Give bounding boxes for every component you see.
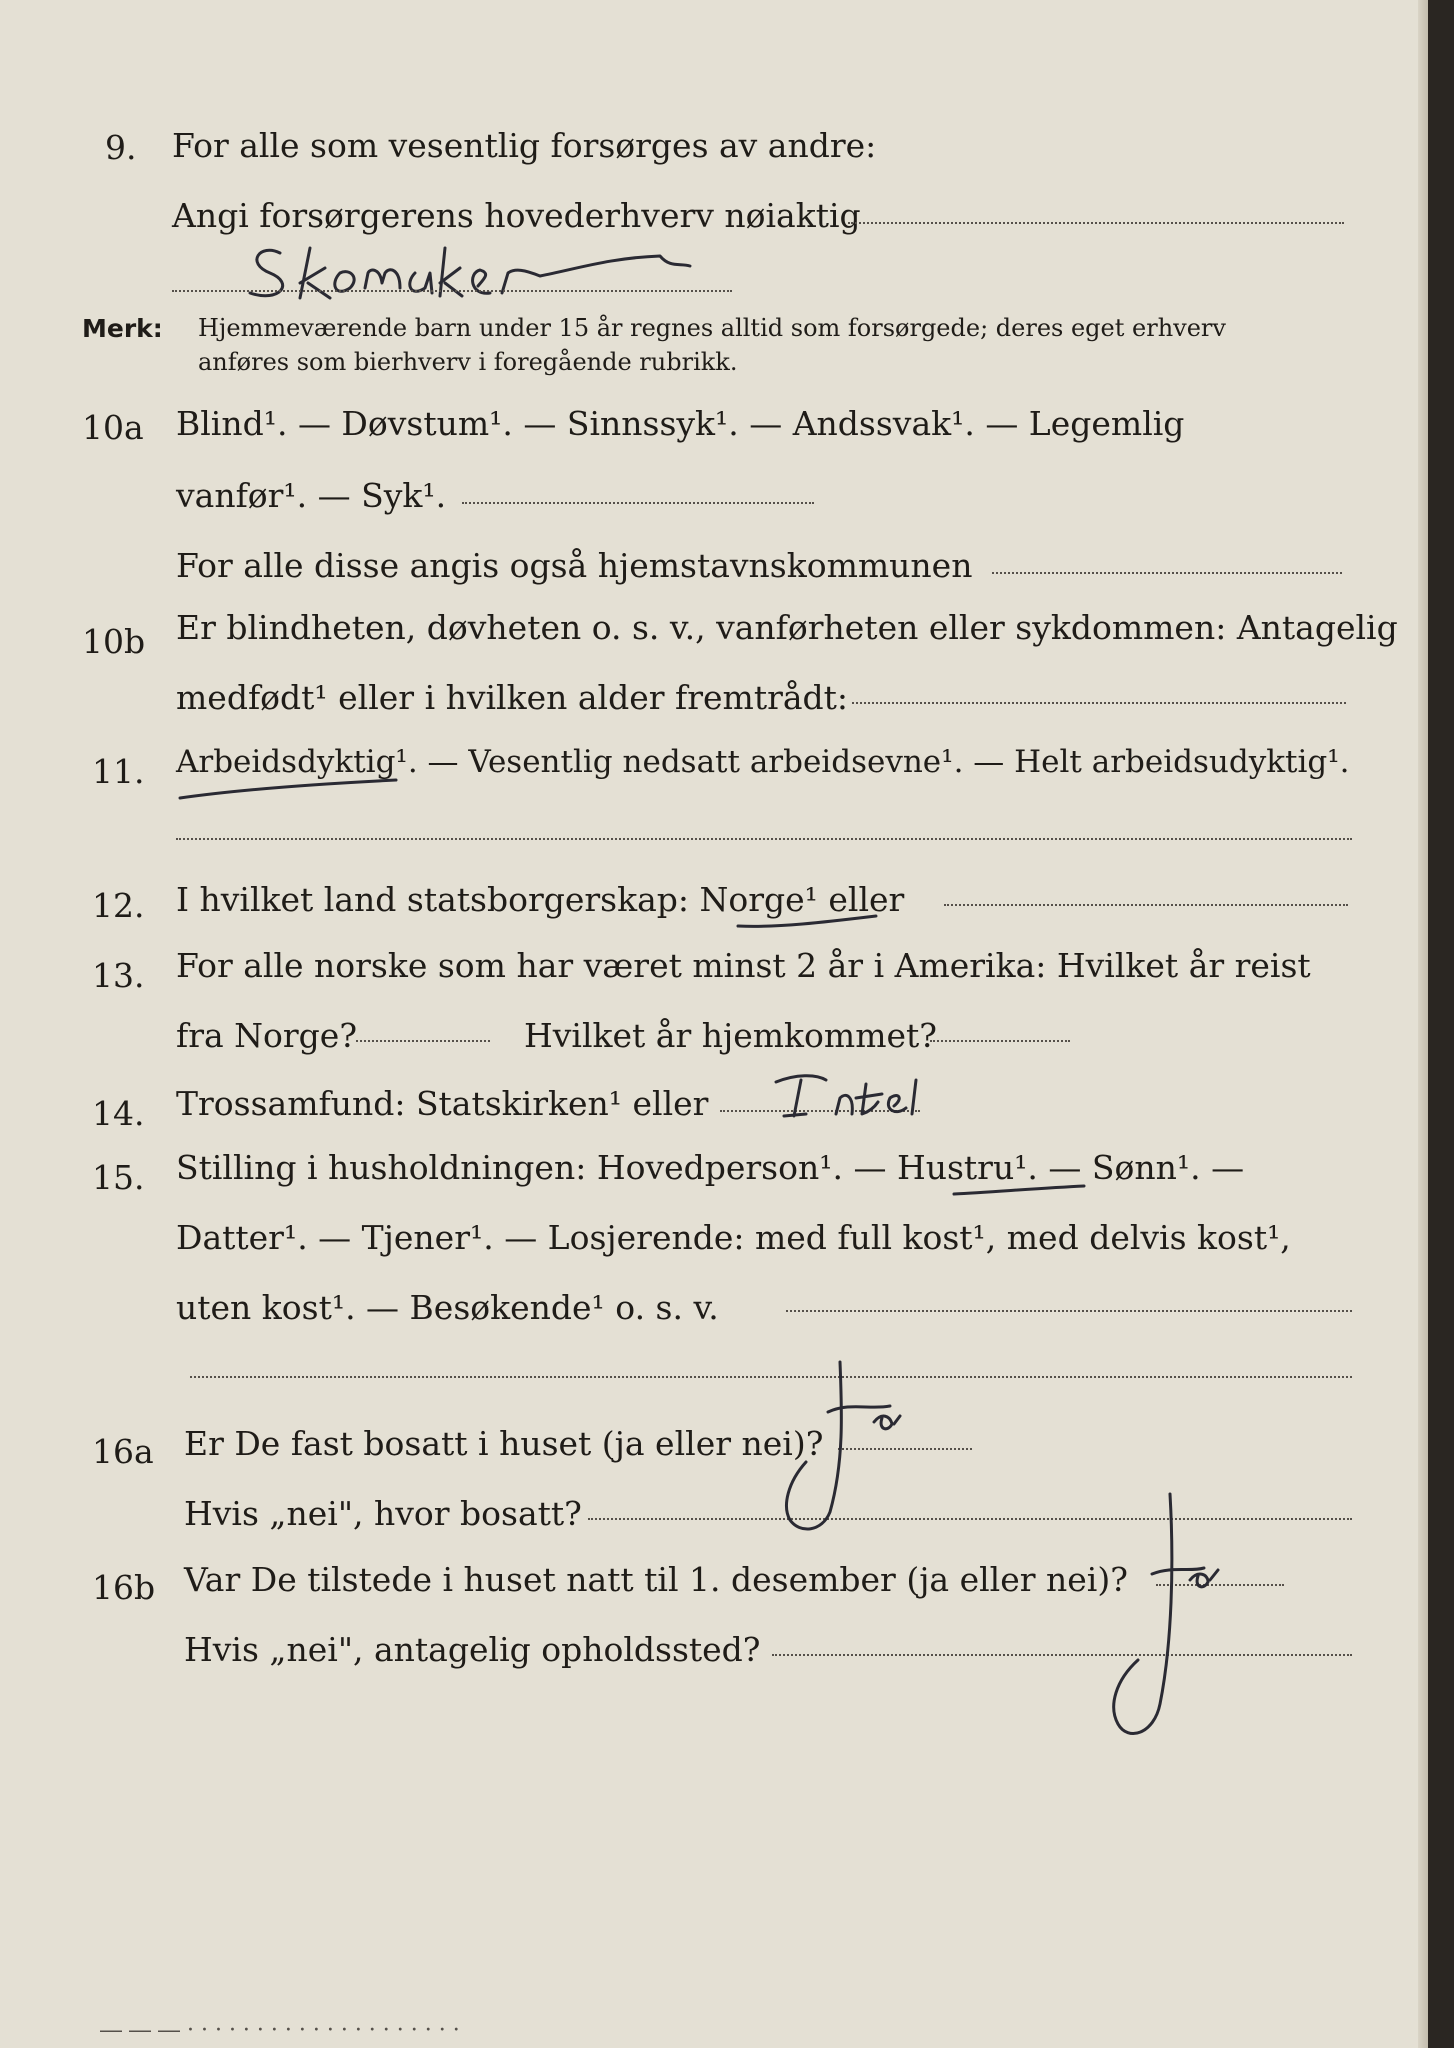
q10b-line-2: medfødt¹ eller i hvilken alder fremtrådt:: [176, 678, 849, 717]
q16a-line-1: Er De fast bosatt i huset (ja eller nei)?: [184, 1424, 824, 1463]
q16a-line-2: Hvis „nei", hvor bosatt?: [184, 1494, 582, 1533]
answer-line: [992, 572, 1342, 574]
item-number-14: 14.: [92, 1094, 145, 1133]
q10a-line-2: vanfør¹. — Syk¹.: [176, 476, 447, 515]
q13-line-2: fra Norge?: [176, 1016, 358, 1055]
q10a-line-3: For alle disse angis også hjemstavnskommunen: [176, 546, 973, 585]
answer-line: [848, 222, 1344, 224]
answer-line: [356, 1040, 490, 1042]
underline-arbeidsdyktig: [176, 776, 406, 806]
q12-line-1: I hvilket land statsborgerskap: Norge¹ eller: [176, 880, 905, 919]
item-number-15: 15.: [92, 1158, 145, 1197]
handwriting-q14: [766, 1072, 936, 1122]
item-number-12: 12.: [92, 886, 145, 925]
merk-label: Merk:: [82, 314, 163, 343]
item-number-10a: 10a: [82, 408, 144, 447]
item-number-13: 13.: [92, 956, 145, 995]
merk-line-1: Hjemmeværende barn under 15 år regnes alltid som forsørgede; deres eget erhverv: [198, 314, 1226, 342]
q15-line-2: Datter¹. — Tjener¹. — Losjerende: med full kost¹, med delvis kost¹,: [176, 1218, 1291, 1257]
merk-line-2: anføres som bierhverv i foregående rubrikk.: [198, 348, 738, 376]
page-edge: [1418, 0, 1428, 2048]
handwriting-q16a: [770, 1352, 1000, 1542]
q15-line-3: uten kost¹. — Besøkende¹ o. s. v.: [176, 1288, 719, 1327]
underline-hustru: [952, 1176, 1092, 1206]
q9-line-2: Angi forsørgerens hovederhverv nøiaktig: [172, 196, 861, 235]
answer-line: [944, 904, 1348, 906]
q16b-line-2: Hvis „nei", antagelig opholdssted?: [184, 1630, 761, 1669]
q14-line-1: Trossamfund: Statskirken¹ eller: [176, 1084, 709, 1123]
answer-line: [930, 1040, 1070, 1042]
handwriting-q9: [240, 238, 740, 308]
q13-line-3: Hvilket år hjemkommet?: [524, 1016, 937, 1055]
underline-norge: [736, 906, 886, 936]
answer-line: [176, 838, 1352, 840]
q11-line-1: Arbeidsdyktig¹. — Vesentlig nedsatt arbeidsevne¹. — Helt arbeidsudyktig¹.: [176, 744, 1350, 780]
q10a-line-1: Blind¹. — Døvstum¹. — Sinnssyk¹. — Andssvak¹. — Legemlig: [176, 404, 1185, 443]
item-number-11: 11.: [92, 752, 145, 791]
q9-line-1: For alle som vesentlig forsørges av andre:: [172, 126, 877, 165]
item-number-16a: 16a: [92, 1432, 154, 1471]
handwriting-q16b: [1080, 1484, 1260, 1744]
q10b-line-1: Er blindheten, døvheten o. s. v., vanførheten eller sykdommen: Antagelig: [176, 608, 1398, 647]
answer-line: [462, 502, 814, 504]
answer-line: [852, 702, 1346, 704]
answer-line: [172, 290, 732, 292]
item-number-10b: 10b: [82, 622, 146, 661]
q13-line-1: For alle norske som har været minst 2 år i Amerika: Hvilket år reist: [176, 946, 1311, 985]
item-number-16b: 16b: [92, 1568, 156, 1607]
item-number-9: 9.: [105, 128, 137, 167]
answer-line: [786, 1310, 1352, 1312]
q16b-line-1: Var De tilstede i huset natt til 1. desember (ja eller nei)?: [184, 1560, 1128, 1599]
q15-line-1: Stilling i husholdningen: Hovedperson¹. — Hustru¹. — Sønn¹. —: [176, 1148, 1245, 1187]
answer-line: [772, 1654, 1352, 1656]
cut-off-footer-text: ― ― ― · · · · · · · · · · · · · · · · · · · ·: [100, 2018, 460, 2043]
